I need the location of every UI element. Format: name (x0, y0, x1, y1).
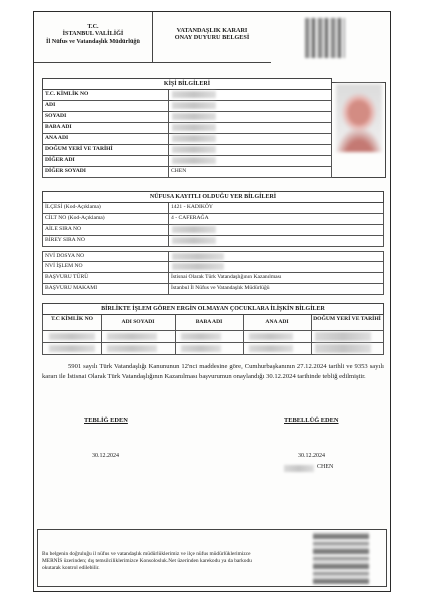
applicant-photo (336, 84, 382, 152)
document-title (153, 12, 271, 63)
personal-row (42, 134, 332, 145)
registry-row (42, 225, 384, 236)
col-name: ADI SOYADI (121, 319, 155, 325)
verification-box (37, 529, 387, 587)
personal-label: DOĞUM YERİ VE TARİHİ (45, 146, 113, 152)
verification-text: Bu belgenin doğruluğu il nüfus ve vatandaşlık müdürlüklerimiz ve ilçe nüfus müdürlüklerimizce MERNİS üzerinden; dış temsilciliklerimizce Konsolosluk.Net üzerinden karekodu ya da barkodu okutarak kontrol edilebilir. (42, 551, 252, 571)
document (33, 11, 391, 592)
personal-label: BABA ADI (45, 124, 72, 130)
right-signature-date: 30.12.2024 (298, 453, 325, 459)
personal-label: DİĞER SOYADI (45, 168, 86, 174)
personal-row (42, 145, 332, 156)
children-section-title: BİRLİKTE İŞLEM GÖREN ERGİN OLMAYAN ÇOCUKLARA İLİŞKİN BİLGİLER (42, 303, 384, 315)
personal-label: ANA ADI (45, 135, 69, 141)
application-row (42, 284, 384, 295)
left-signature-date: 30.12.2024 (92, 453, 119, 459)
left-signature-label: TEBLİĞ EDEN (84, 417, 128, 424)
personal-label: DİĞER ADI (45, 157, 75, 163)
application-value: İstanbul İl Nüfus ve Vatandaşlık Müdürlüğü (171, 285, 270, 291)
authority-line-1: T.C. (87, 23, 99, 30)
application-row (42, 262, 384, 273)
application-label: NVİ İŞLEM NO (45, 263, 83, 269)
registry-label: BİREY SIRA NO (45, 237, 85, 243)
authority-line-2: İSTANBUL VALİLİĞİ (62, 30, 124, 38)
registry-value: 1421 - KADIKÖY (171, 204, 213, 210)
personal-row (42, 156, 332, 167)
personal-value: CHEN (171, 168, 187, 174)
registry-section-title: NÜFUSA KAYITLI OLDUĞU YER BİLGİLERİ (42, 191, 384, 203)
col-birth: DOĞUM YERİ VE TARİHİ (313, 316, 381, 322)
registry-label: AİLE SIRA NO (45, 226, 82, 232)
application-label: BAŞVURU TÜRÜ (45, 274, 89, 280)
right-signature-name: CHEN (317, 464, 334, 470)
registry-label: CİLT NO (Kod-Açıklama) (45, 215, 105, 221)
table-row (42, 331, 384, 343)
authority-line-3: İl Nüfus ve Vatandaşlık Müdürlüğü (46, 37, 140, 45)
redacted-name (284, 465, 314, 472)
application-row (42, 251, 384, 262)
personal-label: ADI (45, 102, 56, 108)
registry-row (42, 214, 384, 225)
personal-row (42, 112, 332, 123)
right-signature-label: TEBELLÜĞ EDEN (284, 417, 339, 424)
children-table-header (42, 315, 384, 331)
col-mother: ANA ADI (265, 319, 289, 325)
personal-row (42, 101, 332, 112)
personal-row (42, 123, 332, 134)
statement-text: 5901 sayılı Türk Vatandaşlığı Kanununun 12'nci maddesine göre, Cumhurbaşkanının 27.12.2024 tarihli ve 9353 sayılı kararı ile İstisnai Olarak Türk Vatandaşlığının Kazanılması başvurumun onaylandığı 30.12.2024 tarihinde tebliğ edilmiştir. (42, 363, 384, 380)
document-title-line-2: ONAY DUYURU BELGESİ (174, 34, 250, 42)
application-value: İstisnai Olarak Türk Vatandaşlığının Kazanılması (171, 274, 282, 280)
registry-value: 4 - CAFERAĞA (171, 215, 209, 221)
issuing-authority (34, 12, 153, 63)
personal-row (42, 167, 332, 178)
personal-label: SOYADI (45, 113, 67, 119)
personal-label: T.C. KİMLİK NO (45, 91, 89, 97)
application-row (42, 273, 384, 284)
qr-code (305, 18, 345, 58)
application-label: BAŞVURU MAKAMI (45, 285, 98, 291)
registry-row (42, 236, 384, 247)
barcode-qr (313, 532, 369, 584)
table-row (42, 343, 384, 355)
registry-label: İLÇESİ (Kod-Açıklama) (45, 204, 101, 210)
personal-row (42, 90, 332, 101)
document-title-line-1: VATANDAŞLIK KARARI (176, 27, 248, 34)
col-father: BABA ADI (195, 319, 223, 325)
personal-section-title: KİŞİ BİLGİLERİ (42, 78, 332, 90)
col-tc-no: T.C KİMLİK NO (50, 316, 93, 322)
application-label: NVİ DOSYA NO (45, 253, 85, 259)
registry-row (42, 203, 384, 214)
